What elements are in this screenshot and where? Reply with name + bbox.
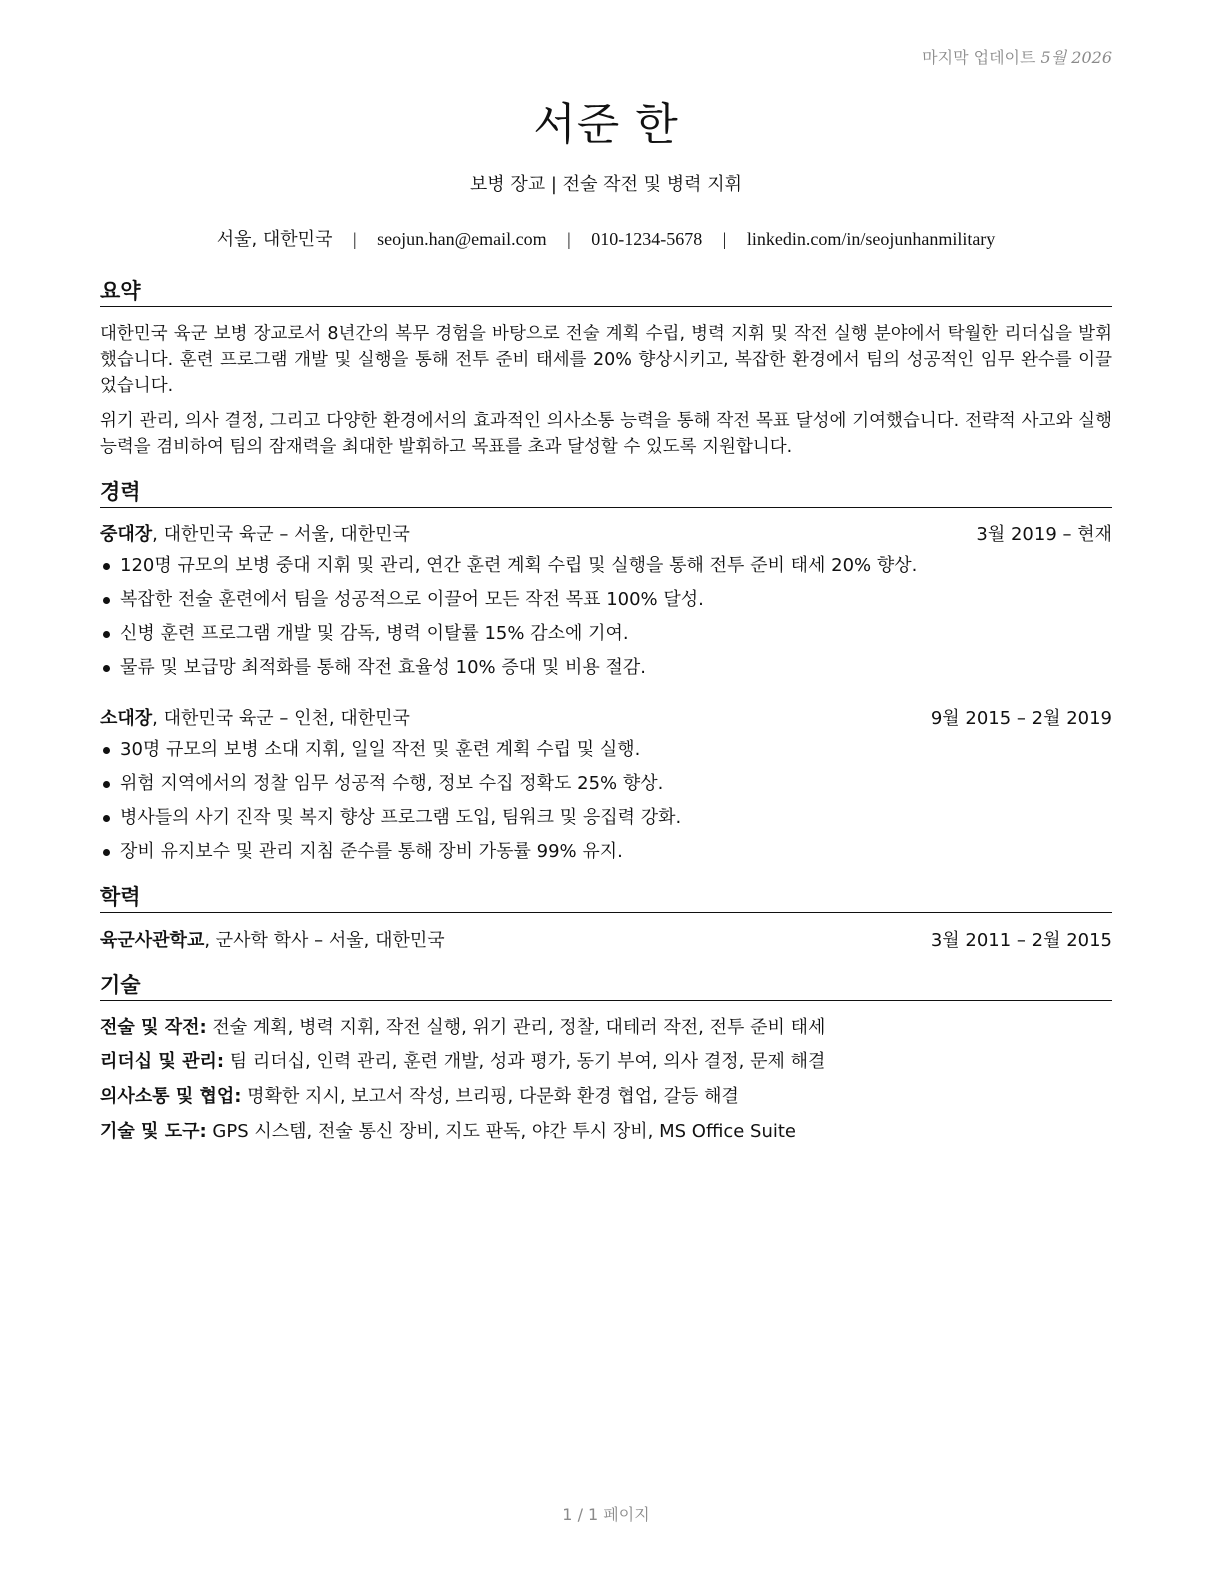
job-bullets (100, 554, 1112, 690)
headline: 보병 장교 | 전술 작전 및 병력 지휘 (469, 174, 743, 195)
skill-value: GPS 시스템, 전술 통신 장비, 지도 판독, 야간 투시 장비, MS Office Suite (206, 1121, 797, 1142)
section-title-experience: 경력 (100, 479, 1112, 508)
skill-label: 의사소통 및 협업: (100, 1086, 242, 1107)
summary-paragraph: 위기 관리, 의사 결정, 그리고 다양한 환경에서의 효과적인 의사소통 능력을 통해 작전 목표 달성에 기여했습니다. 전략적 사고와 실행 능력을 겸비하여 팀의 잠재력을 최대한 발휘하고 목표를 초과 달성할 수 있도록 지원합니다. (100, 411, 1112, 457)
skill-value: 전술 계획, 병력 지휘, 작전 실행, 위기 관리, 정찰, 대테러 작전, 전투 준비 태세 (206, 1017, 826, 1038)
job-header (100, 523, 1112, 547)
education-school-detail (100, 929, 445, 953)
contact-separator: | (722, 229, 727, 249)
skill-line (100, 1050, 1112, 1074)
education-dates: 3월 2011 – 2월 2015 (930, 930, 1112, 951)
contact-phone[interactable]: 010-1234-5678 (591, 229, 703, 249)
list-item: 병사들의 사기 진작 및 복지 향상 프로그램 도입, 팀워크 및 응집력 강화. (100, 806, 1112, 840)
contact-linkedin[interactable]: linkedin.com/in/seojunhanmilitary (746, 229, 996, 249)
page-number: 1 / 1 페이지 (562, 1505, 650, 1524)
job-dates: 9월 2015 – 2월 2019 (930, 708, 1112, 729)
skill-label: 기술 및 도구: (100, 1121, 207, 1142)
job-title-org (100, 523, 410, 547)
skill-value: 명확한 지시, 보고서 작성, 브리핑, 다문화 환경 협업, 갈등 해결 (241, 1086, 739, 1107)
list-item: 120명 규모의 보병 중대 지휘 및 관리, 연간 훈련 계획 수립 및 실행을 통해 전투 준비 태세 20% 향상. (100, 554, 1112, 588)
skill-line (100, 1085, 1112, 1109)
last-updated: 마지막 업데이트 5월 2026 (922, 48, 1112, 67)
contact-separator: | (352, 229, 357, 249)
education-school: 육군사관학교 (100, 930, 205, 951)
contact-line (100, 225, 1112, 251)
job-dates: 3월 2019 – 현재 (976, 524, 1112, 545)
skill-value: 팀 리더십, 인력 관리, 훈련 개발, 성과 평가, 동기 부여, 의사 결정, 문제 해결 (224, 1051, 826, 1072)
section-title-summary: 요약 (100, 278, 1112, 307)
job-org: , 대한민국 육군 – 인천, 대한민국 (152, 708, 410, 729)
list-item: 물류 및 보급망 최적화를 통해 작전 효율성 10% 증대 및 비용 절감. (100, 656, 1112, 690)
contact-separator: | (567, 229, 571, 249)
job-header (100, 707, 1112, 731)
job-org: , 대한민국 육군 – 서울, 대한민국 (152, 524, 410, 545)
candidate-name: 서준 한 (533, 99, 679, 150)
resume-page (100, 0, 1112, 1584)
job-role: 소대장 (100, 708, 153, 729)
list-item: 30명 규모의 보병 소대 지휘, 일일 작전 및 훈련 계획 수립 및 실행. (100, 738, 1112, 772)
education-detail: , 군사학 학사 – 서울, 대한민국 (204, 930, 445, 951)
contact-location: 서울, 대한민국 (216, 229, 333, 250)
education-entry (100, 929, 1112, 953)
list-item: 복잡한 전술 훈련에서 팀을 성공적으로 이끌어 모든 작전 목표 100% 달성. (100, 588, 1112, 622)
skill-line (100, 1120, 1112, 1144)
skill-label: 전술 및 작전: (100, 1017, 207, 1038)
list-item: 신병 훈련 프로그램 개발 및 감독, 병력 이탈률 15% 감소에 기여. (100, 622, 1112, 656)
job-bullets (100, 738, 1112, 874)
updated-date: 5월 2026 (1040, 48, 1112, 67)
job-role: 중대장 (100, 524, 153, 545)
list-item: 장비 유지보수 및 관리 지침 준수를 통해 장비 가동률 99% 유지. (100, 840, 1112, 874)
section-title-skills: 기술 (100, 972, 1112, 1001)
skill-line (100, 1016, 1112, 1040)
job-title-org (100, 707, 410, 731)
contact-email[interactable]: seojun.han@email.com (377, 229, 547, 249)
summary-paragraph: 대한민국 육군 보병 장교로서 8년간의 복무 경험을 바탕으로 전술 계획 수립, 병력 지휘 및 작전 실행 분야에서 탁월한 리더십을 발휘했습니다. 훈련 프로그램 개발 및 실행을 통해 전투 준비 태세를 20% 향상시키고, 복잡한 환경에서 팀의 성공적인 임무 완수를 이끌었습니다. (100, 324, 1112, 396)
list-item: 위험 지역에서의 정찰 임무 성공적 수행, 정보 수집 정확도 25% 향상. (100, 772, 1112, 806)
skill-label: 리더십 및 관리: (100, 1051, 225, 1072)
section-title-education: 학력 (100, 884, 1112, 913)
